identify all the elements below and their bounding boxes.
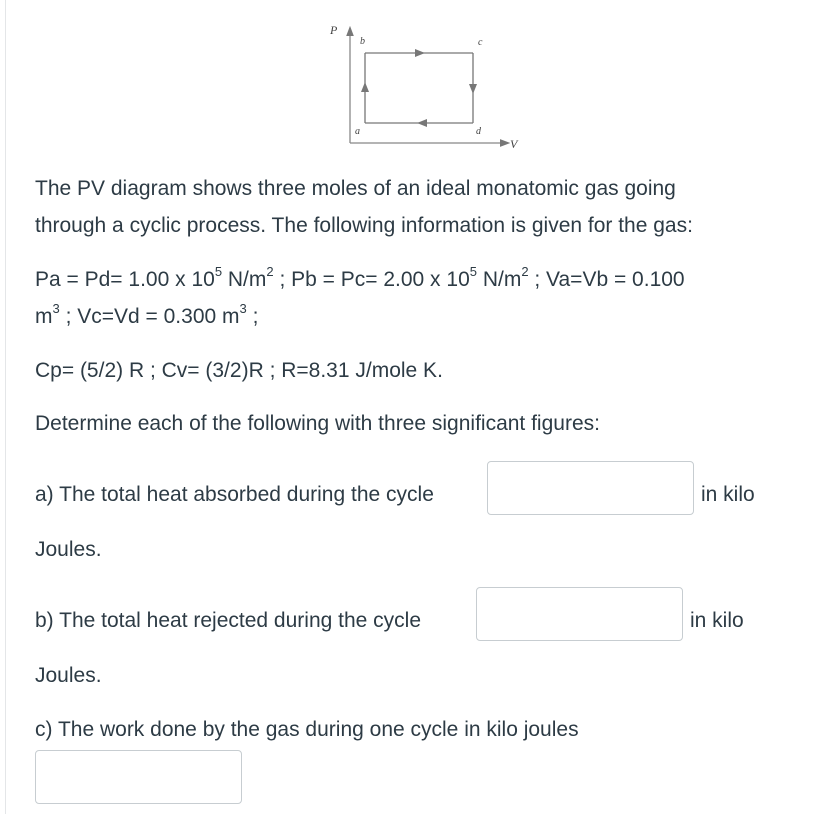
pa-pd-value: Pa = Pd= 1.00 x 10: [35, 268, 215, 291]
intro-line-1: The PV diagram shows three moles of an ideal monatomic gas going: [35, 177, 676, 200]
pb-pc-exponent: 5: [469, 264, 477, 279]
pb-pc-value: Pb = Pc= 2.00 x 10: [291, 268, 470, 291]
p-axis-label: P: [330, 23, 338, 37]
given-volumes: [35, 298, 258, 335]
pa-pd-unit-exp: 2: [266, 264, 274, 279]
instruction-line: Determine each of the following with three significant figures:: [35, 412, 600, 435]
question-c-prompt: c) The work done by the gas during one cycle in kilo joules: [35, 718, 579, 741]
va-vb-value: ; Va=Vb = 0.100: [528, 268, 685, 291]
answer-b-input[interactable]: [476, 587, 683, 641]
answer-a-input[interactable]: [487, 461, 694, 515]
point-label-a: a: [355, 126, 360, 137]
pa-pd-exponent: 5: [214, 264, 223, 279]
pa-pd-unit: N/m: [222, 268, 267, 291]
given-end: ;: [246, 305, 259, 328]
point-label-b: b: [360, 36, 365, 47]
arrow-c-to-d: [469, 84, 477, 94]
question-b-prompt: b) The total heat rejected during the cycle: [35, 609, 422, 632]
arrow-b-to-c: [415, 49, 425, 57]
vc-vd-unit-exp: 3: [239, 301, 247, 316]
question-b-suffix: in kilo: [690, 609, 744, 632]
question-a-suffix: in kilo: [701, 483, 755, 506]
arrow-a-to-b: [361, 82, 369, 92]
point-label-c: c: [478, 37, 483, 48]
pv-diagram-svg: [315, 22, 525, 152]
intro-line-2: through a cyclic process. The following information is given for the gas:: [35, 214, 693, 237]
arrow-d-to-a: [417, 119, 427, 127]
pv-diagram: [315, 22, 525, 152]
question-a-prompt: a) The total heat absorbed during the cycle: [35, 483, 434, 506]
pb-pc-unit-exp: 2: [521, 264, 529, 279]
m-unit-exp: 3: [52, 301, 60, 316]
v-axis-label: V: [510, 137, 518, 151]
pb-pc-unit: N/m: [476, 268, 522, 291]
separator: ;: [273, 268, 292, 291]
question-a-unit: Joules.: [35, 538, 102, 561]
left-border: [5, 0, 6, 814]
given-pressures: [35, 261, 685, 298]
vc-vd-value: ; Vc=Vd = 0.300 m: [59, 305, 240, 328]
answer-c-input[interactable]: [35, 750, 242, 804]
constants-line: Cp= (5/2) R ; Cv= (3/2)R ; R=8.31 J/mole K.: [35, 359, 443, 382]
question-b-unit: Joules.: [35, 664, 102, 687]
m-unit: m: [35, 305, 53, 328]
point-label-d: d: [476, 126, 481, 137]
